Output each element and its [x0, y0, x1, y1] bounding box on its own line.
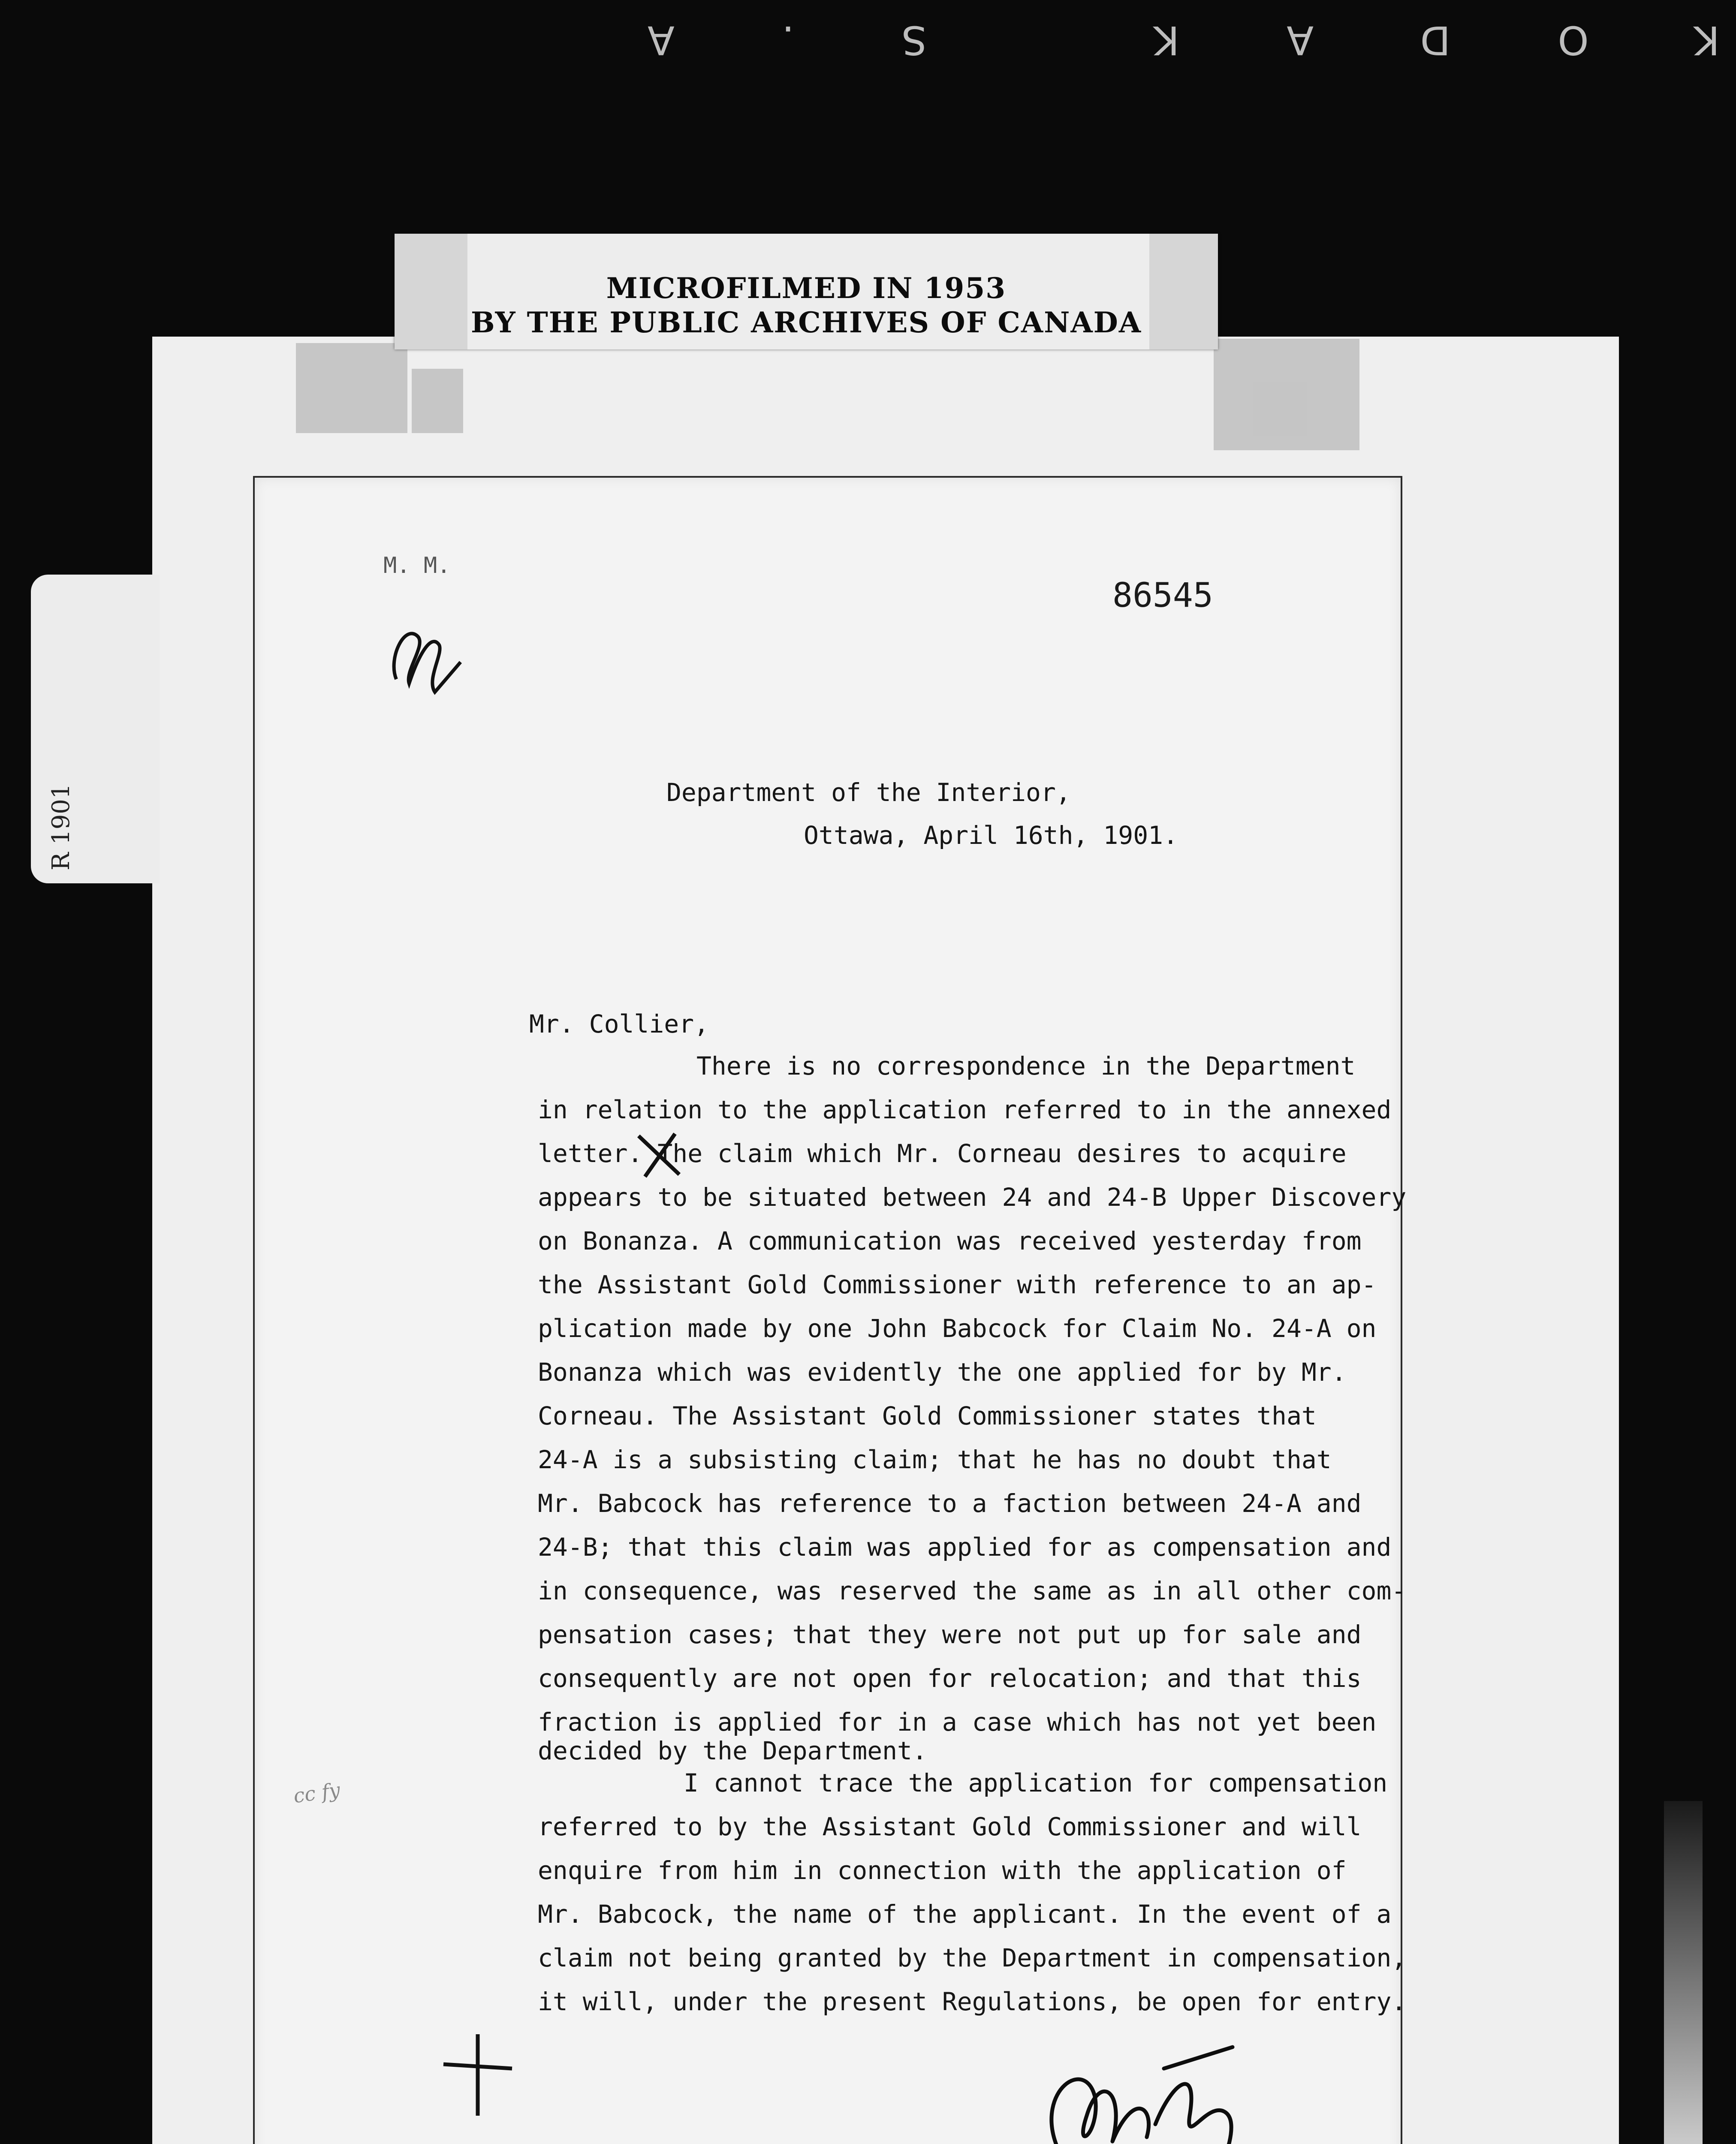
letter-line: pensation cases; that they were not put up for sale and	[538, 1620, 1362, 1649]
letter-line: 24-B; that this claim was applied for as compensation and	[538, 1533, 1392, 1562]
letter-salutation: Mr. Collier,	[529, 1009, 709, 1039]
margin-cross-mark	[439, 2030, 516, 2120]
letter-page	[253, 476, 1407, 2144]
letter-line: decided by the Department.	[538, 1736, 927, 1765]
letter-line: Mr. Babcock has reference to a faction between 24-A and	[538, 1489, 1362, 1518]
archive-stamp-line2: BY THE PUBLIC ARCHIVES OF CANADA	[470, 306, 1142, 339]
letter-line: I cannot trace the application for compensation	[684, 1768, 1388, 1798]
letter-line: on Bonanza. A communication was received yesterday from	[538, 1226, 1362, 1256]
letter-line: Corneau. The Assistant Gold Commissioner states that	[538, 1401, 1317, 1430]
handwritten-signature	[1027, 2039, 1267, 2144]
margin-note: cc fy	[292, 1778, 342, 1808]
letter-line: in consequence, was reserved the same as in all other com-	[538, 1576, 1407, 1605]
letter-line: consequently are not open for relocation; and that this	[538, 1664, 1362, 1693]
letter-line: letter. The claim which Mr. Corneau desires to acquire	[538, 1139, 1347, 1168]
file-number: 86545	[1112, 576, 1213, 615]
letter-line: fraction is applied for in a case which has not yet been	[538, 1707, 1377, 1737]
handwritten-x-mark	[632, 1129, 688, 1181]
letter-line: appears to be situated between 24 and 24-B Upper Discovery	[538, 1183, 1407, 1212]
letter-heading-date: Ottawa, April 16th, 1901.	[804, 821, 1178, 850]
letter-line: 24-A is a subsisting claim; that he has no doubt that	[538, 1445, 1332, 1474]
film-edge-text: KODAK S.A	[540, 17, 1720, 63]
letter-initials: M. M.	[383, 553, 451, 578]
film-edge-right	[1664, 1801, 1703, 2144]
tape-piece	[296, 343, 407, 433]
folder-tab-label: R 1901	[47, 783, 75, 870]
archive-stamp-line1: MICROFILMED IN 1953	[606, 271, 1007, 305]
tape-piece	[1214, 339, 1359, 450]
letter-line: Bonanza which was evidently the one applied for by Mr.	[538, 1358, 1347, 1387]
letter-line: claim not being granted by the Department in compensation,	[538, 1943, 1407, 1972]
letter-line: enquire from him in connection with the application of	[538, 1856, 1347, 1885]
letter-line: Mr. Babcock, the name of the applicant. In the event of a	[538, 1900, 1392, 1929]
letter-heading-department: Department of the Interior,	[666, 778, 1071, 807]
letter-line: it will, under the present Regulations, be open for entry.	[538, 1987, 1407, 2016]
letter-line: in relation to the application referred to in the annexed	[538, 1095, 1392, 1124]
letter-line: There is no correspondence in the Department	[696, 1051, 1356, 1081]
handwritten-initials-mark	[379, 606, 465, 701]
letter-line: plication made by one John Babcock for Claim No. 24-A on	[538, 1314, 1377, 1343]
tape-piece	[412, 369, 463, 433]
archive-stamp-card	[395, 234, 1218, 349]
letter-line: the Assistant Gold Commissioner with reference to an ap-	[538, 1270, 1377, 1299]
letter-line: referred to by the Assistant Gold Commissioner and will	[538, 1812, 1362, 1841]
